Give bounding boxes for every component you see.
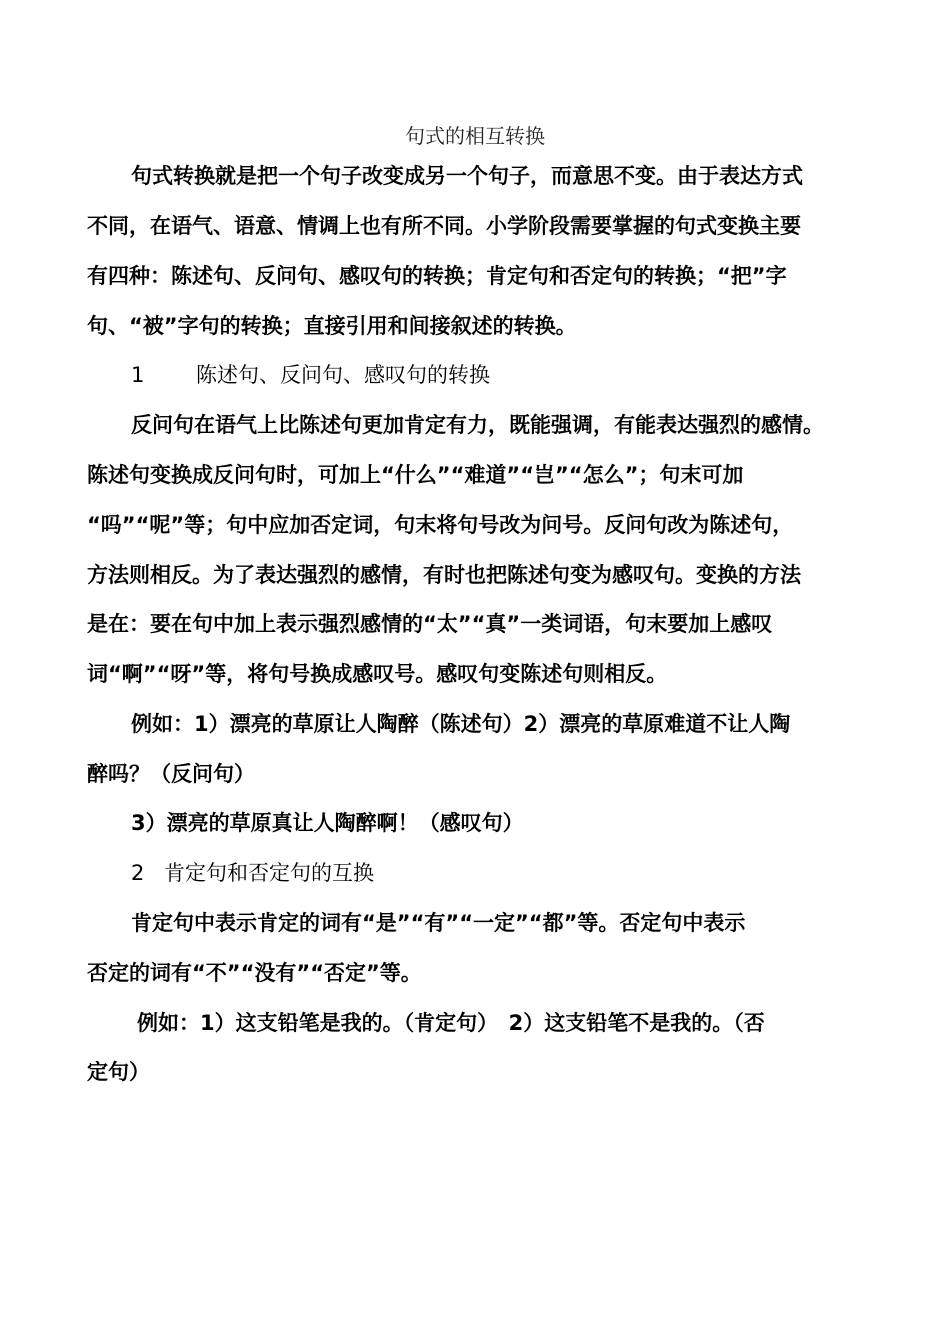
intro-line-2: 不同，在语气、语意、情调上也有所不同。小学阶段需要掌握的句式变换主要 (87, 214, 801, 238)
section2-heading: 肯定句和否定句的互换 (164, 861, 374, 885)
section1-example-line-1: 例如：1）漂亮的草原让人陶醉（陈述句）2）漂亮的草原难道不让人陶 (131, 712, 791, 736)
section2-line-1: 肯定句中表示肯定的词有“是”“有”“一定”“都”等。否定句中表示 (131, 911, 746, 935)
section1-number: 1 (131, 363, 145, 387)
section2-example-line-1: 例如：1）这支铅笔是我的。（肯定句） 2）这支铅笔不是我的。（否 (137, 1011, 765, 1035)
intro-line-3: 有四种：陈述句、反问句、感叹句的转换；肯定句和否定句的转换；“把”字 (87, 264, 787, 288)
section1-heading: 陈述句、反问句、感叹句的转换 (196, 363, 490, 387)
section1-line-5: 是在：要在句中加上表示强烈感情的“太”“真”一类词语，句末要加上感叹 (87, 612, 773, 636)
document-title: 句式的相互转换 (405, 124, 545, 148)
section2-line-2: 否定的词有“不”“没有”“否定”等。 (87, 961, 422, 985)
section1-line-3: “吗”“呢”等；句中应加否定词，句末将句号改为问号。反问句改为陈述句， (87, 513, 794, 537)
section2-number: 2 (131, 861, 145, 885)
section1-example-line-3: 3）漂亮的草原真让人陶醉啊！（感叹句） (131, 811, 524, 835)
section1-line-4: 方法则相反。为了表达强烈的感情，有时也把陈述句变为感叹句。变换的方法 (87, 563, 801, 587)
section1-example-line-2: 醉吗？（反问句） (87, 762, 255, 786)
section1-line-2: 陈述句变换成反问句时，可加上“什么”“难道”“岂”“怎么”；句末可加 (87, 463, 744, 487)
section1-line-1: 反问句在语气上比陈述句更加肯定有力，既能强调，有能表达强烈的感情。 (131, 413, 824, 437)
section2-example-line-2: 定句） (87, 1060, 150, 1084)
section1-line-6: 词“啊”“呀”等，将句号换成感叹号。感叹句变陈述句则相反。 (87, 662, 668, 686)
intro-line-1: 句式转换就是把一个句子改变成另一个句子，而意思不变。由于表达方式 (131, 164, 803, 188)
intro-line-4: 句、“被”字句的转换；直接引用和间接叙述的转换。 (87, 314, 577, 338)
